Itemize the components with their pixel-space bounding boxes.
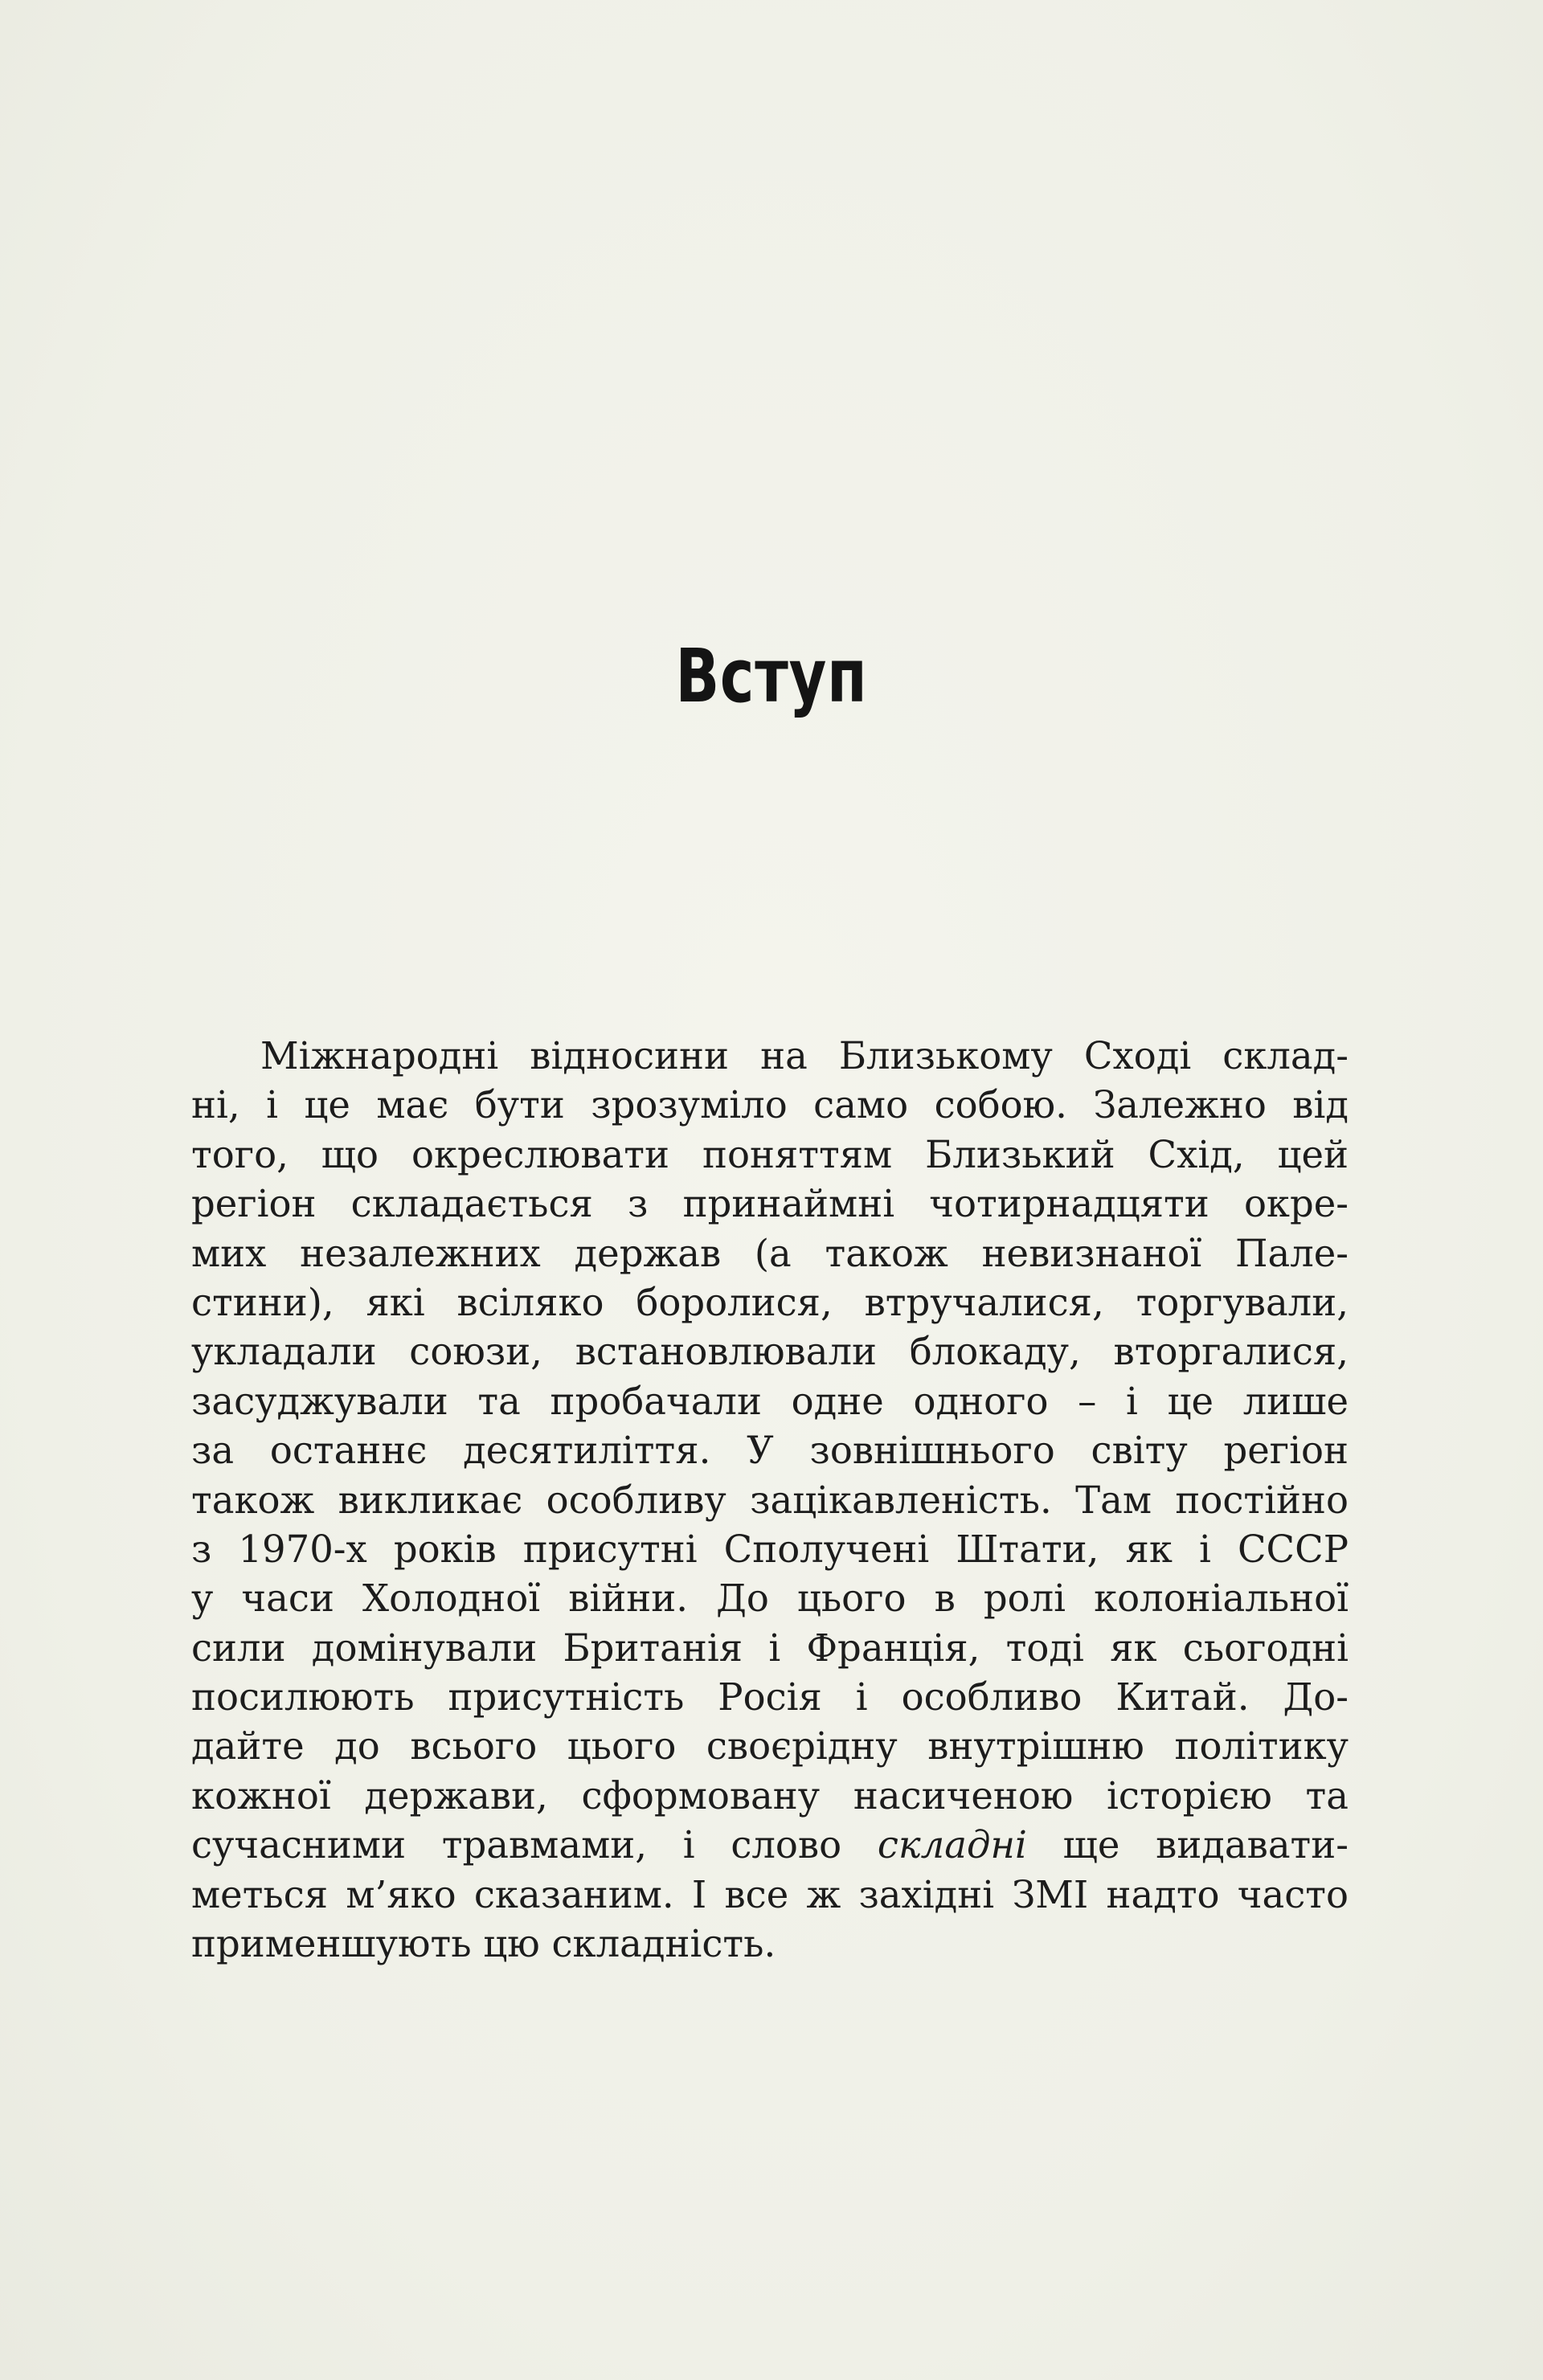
text-line: дайте до всього цього своєрідну внутрішню політику xyxy=(191,1724,1349,1769)
text-line: з 1970-х років присутні Сполучені Штати, як і СССР xyxy=(191,1527,1349,1571)
text-line: посилюють присутність Росія і особливо Китай. До- xyxy=(191,1675,1349,1720)
text-line: стини), які всіляко боролися, втручалися, торгували, xyxy=(191,1280,1349,1324)
text-line: засуджували та пробачали одне одного – і це лише xyxy=(191,1379,1349,1423)
text-line: Міжнародні відносини на Близькому Сході склад- xyxy=(260,1034,1349,1078)
text-line: сили домінували Британія і Франція, тоді як сьогодні xyxy=(191,1626,1349,1670)
body-paragraph xyxy=(191,1032,1349,1969)
text-line: ні, і це має бути зрозуміло само собою. Залежно від xyxy=(191,1083,1349,1127)
text-line: кожної держави, сформовану насиченою історією та xyxy=(191,1773,1349,1818)
chapter-title: Вступ xyxy=(675,633,868,719)
text-line: укладали союзи, встановлювали блокаду, вторгалися, xyxy=(191,1330,1349,1374)
text-line: за останнє десятиліття. У зовнішнього світу регіон xyxy=(191,1429,1349,1473)
text-line: меться м’яко сказаним. І все ж західні ЗМІ надто часто xyxy=(191,1872,1349,1916)
text-line: також викликає особливу зацікавленість. Там постійно xyxy=(191,1478,1349,1522)
text-segment: сучасними травмами, і слово xyxy=(191,1823,878,1867)
emphasized-word: складні xyxy=(877,1823,1027,1867)
text-segment: ще видавати- xyxy=(1026,1823,1349,1867)
text-line: мих незалежних держав (а також невизнаної Пале- xyxy=(191,1231,1349,1275)
text-line: того, що окреслювати поняттям Близький Схід, цей xyxy=(191,1132,1349,1176)
text-line: у часи Холодної війни. До цього в ролі колоніальної xyxy=(191,1576,1349,1621)
text-line-last: применшують цю складність. xyxy=(191,1922,776,1966)
text-line-emphasis xyxy=(191,1821,1349,1870)
text-line: регіон складається з принаймні чотирнадцяти окре- xyxy=(191,1182,1349,1226)
